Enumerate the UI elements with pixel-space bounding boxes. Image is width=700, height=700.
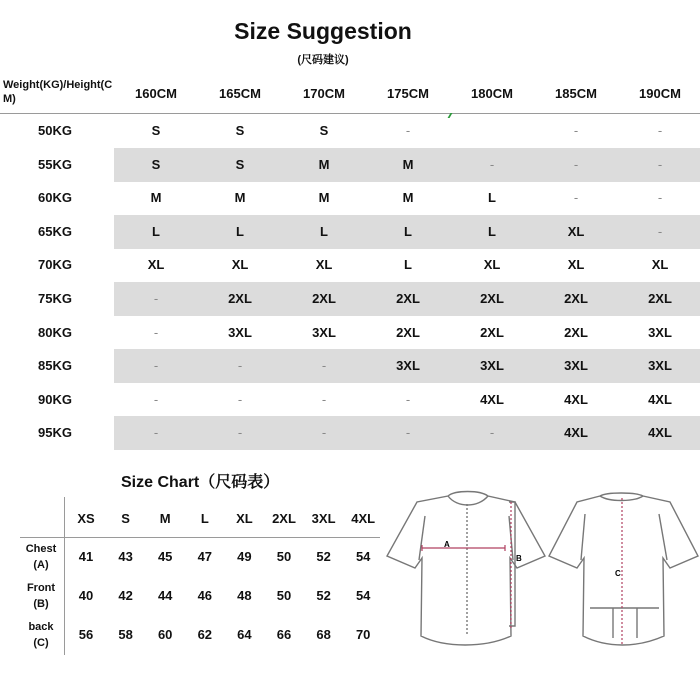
measure-name: back xyxy=(28,621,54,633)
measure-value: 50 xyxy=(276,588,292,603)
measure-value: 42 xyxy=(118,588,133,603)
size-cell: 2XL xyxy=(564,324,588,340)
size-cell: S xyxy=(319,123,329,138)
page-subtitle: (尺码建议) xyxy=(297,54,349,66)
measure-label xyxy=(18,580,64,612)
jersey-front-outline xyxy=(387,492,545,646)
table-header xyxy=(0,74,700,114)
size-cell: XL xyxy=(147,257,165,273)
measure-value: 68 xyxy=(316,627,331,642)
size-cell: - xyxy=(237,425,243,441)
table-row xyxy=(0,316,700,350)
size-cell: 4XL xyxy=(648,425,672,441)
size-cell: - xyxy=(321,425,327,441)
size-cell: L xyxy=(404,223,412,239)
size-header: 4XL xyxy=(351,511,376,526)
size-cell: L xyxy=(488,190,496,206)
size-header: XS xyxy=(77,511,95,526)
chart-divider-horizontal xyxy=(20,537,380,538)
height-header: 185CM xyxy=(555,86,597,101)
size-cell: - xyxy=(657,223,663,239)
size-cell: 3XL xyxy=(564,358,588,374)
size-cell: 3XL xyxy=(312,324,336,340)
size-cell: 4XL xyxy=(648,391,672,407)
size-cell: L xyxy=(320,223,328,239)
size-cell: 2XL xyxy=(480,324,504,340)
size-cell: - xyxy=(153,425,159,441)
size-cell: - xyxy=(489,156,495,172)
measure-value: 52 xyxy=(316,588,331,603)
size-cell: 2XL xyxy=(228,291,252,306)
size-cell: - xyxy=(153,358,159,374)
weight-label: 70KG xyxy=(38,257,72,273)
table-row xyxy=(0,181,700,215)
size-cell: 4XL xyxy=(564,391,588,407)
measure-value: 58 xyxy=(118,627,133,642)
measure-value: 62 xyxy=(197,627,213,642)
size-header: S xyxy=(121,511,130,526)
label-a: A xyxy=(444,540,450,549)
chart-divider-vertical xyxy=(64,497,65,655)
weight-label: 80KG xyxy=(38,324,72,340)
size-cell: XL xyxy=(651,257,669,273)
measure-value: 60 xyxy=(157,627,173,642)
size-cell: 4XL xyxy=(480,391,504,407)
size-cell: 3XL xyxy=(396,358,420,374)
size-cell: M xyxy=(402,156,414,172)
measure-code: (B) xyxy=(33,598,49,610)
height-header: 165CM xyxy=(219,86,261,101)
size-cell: XL xyxy=(567,257,585,273)
measure-value: 41 xyxy=(78,549,94,564)
height-header: 190CM xyxy=(639,86,681,101)
weight-label: 55KG xyxy=(38,156,72,172)
measure-value: 40 xyxy=(78,588,94,603)
weight-label: 60KG xyxy=(38,190,72,206)
size-cell: - xyxy=(237,391,243,407)
label-b: B xyxy=(516,554,522,563)
measure-value: 47 xyxy=(197,549,213,564)
size-cell: - xyxy=(573,156,579,172)
size-cell: 3XL xyxy=(648,324,672,340)
size-cell: - xyxy=(153,291,159,306)
measure-value: 70 xyxy=(355,627,371,642)
measure-value: 46 xyxy=(197,588,213,603)
table-row xyxy=(0,383,700,417)
measure-value: 48 xyxy=(237,588,252,603)
size-cell: - xyxy=(573,123,579,138)
size-cell: S xyxy=(151,123,161,138)
size-cell: 3XL xyxy=(228,324,252,340)
measure-label xyxy=(18,541,64,573)
size-cell: 2XL xyxy=(648,291,672,306)
height-header: 170CM xyxy=(303,86,345,101)
size-header: L xyxy=(200,511,209,526)
measure-value: 56 xyxy=(78,627,94,642)
measure-value: 54 xyxy=(355,549,371,564)
jersey-back-outline xyxy=(549,493,698,645)
height-header: 180CM xyxy=(471,86,513,101)
weight-label: 90KG xyxy=(38,391,72,407)
size-cell: XL xyxy=(483,257,501,273)
label-c: C xyxy=(615,569,621,578)
table-row xyxy=(0,248,700,282)
size-cell: - xyxy=(489,425,495,441)
size-cell: M xyxy=(318,190,330,206)
measure-value: 50 xyxy=(276,549,292,564)
size-header: 3XL xyxy=(311,511,336,526)
size-chart-title: Size Chart（尺码表） xyxy=(121,474,280,491)
measure-value: 54 xyxy=(355,588,371,603)
size-cell: - xyxy=(153,391,159,407)
page-title: Size Suggestion xyxy=(234,18,412,44)
weight-label: 75KG xyxy=(38,291,72,306)
size-cell: - xyxy=(657,190,663,206)
size-cell: - xyxy=(405,425,411,441)
size-cell: XL xyxy=(315,257,333,273)
size-cell: L xyxy=(236,223,244,239)
size-cell: 3XL xyxy=(480,358,504,374)
size-cell: L xyxy=(488,223,496,239)
size-cell: 2XL xyxy=(396,324,420,340)
size-cell: - xyxy=(573,190,579,206)
measure-value: 43 xyxy=(118,549,133,564)
measure-value: 44 xyxy=(157,588,173,603)
size-cell: 2XL xyxy=(312,291,336,306)
size-cell: XL xyxy=(231,257,249,273)
size-cell: - xyxy=(657,156,663,172)
table-row xyxy=(0,148,700,182)
size-cell: 2XL xyxy=(480,291,504,306)
size-cell: L xyxy=(404,257,412,273)
measure-code: (C) xyxy=(33,637,49,649)
size-cell: XL xyxy=(567,223,585,239)
measure-name: Front xyxy=(26,582,56,594)
table-row xyxy=(0,114,700,148)
size-cell: - xyxy=(657,123,663,138)
size-cell: - xyxy=(237,358,243,374)
measure-code: (A) xyxy=(33,559,49,571)
measure-label xyxy=(18,619,64,651)
size-cell: - xyxy=(405,391,411,407)
size-header: XL xyxy=(236,511,253,526)
size-cell: - xyxy=(321,391,327,407)
table-row xyxy=(0,282,700,316)
size-cell: M xyxy=(234,190,246,206)
height-header: 160CM xyxy=(135,86,177,101)
size-cell: 2XL xyxy=(564,291,588,306)
weight-label: 50KG xyxy=(38,123,72,138)
weight-label: 65KG xyxy=(38,223,72,239)
measure-value: 64 xyxy=(237,627,252,642)
size-cell: - xyxy=(321,358,327,374)
weight-label: 95KG xyxy=(38,425,72,441)
jersey-diagram xyxy=(385,486,700,656)
table-row xyxy=(0,215,700,249)
size-cell: M xyxy=(318,156,330,172)
size-cell: 2XL xyxy=(396,291,420,306)
height-header: 175CM xyxy=(387,86,429,101)
size-cell: M xyxy=(150,190,162,206)
size-cell: S xyxy=(151,156,161,172)
table-row xyxy=(0,416,700,450)
weight-label: 85KG xyxy=(38,358,72,374)
size-cell: S xyxy=(235,123,245,138)
table-row xyxy=(0,349,700,383)
size-cell: - xyxy=(405,123,411,138)
size-cell: - xyxy=(153,324,159,340)
measure-value: 66 xyxy=(276,627,292,642)
size-cell: S xyxy=(235,156,245,172)
size-cell: M xyxy=(402,190,414,206)
size-header: 2XL xyxy=(272,511,296,526)
measure-value: 52 xyxy=(316,549,331,564)
measure-value: 49 xyxy=(237,549,252,564)
size-cell: 3XL xyxy=(648,358,672,374)
size-cell: 4XL xyxy=(564,425,588,441)
corner-label: Weight(KG)/Height(CM) xyxy=(3,79,113,105)
measure-name: Chest xyxy=(25,543,57,555)
size-cell: L xyxy=(152,223,160,239)
measure-value: 45 xyxy=(157,549,173,564)
size-header: M xyxy=(159,511,171,526)
